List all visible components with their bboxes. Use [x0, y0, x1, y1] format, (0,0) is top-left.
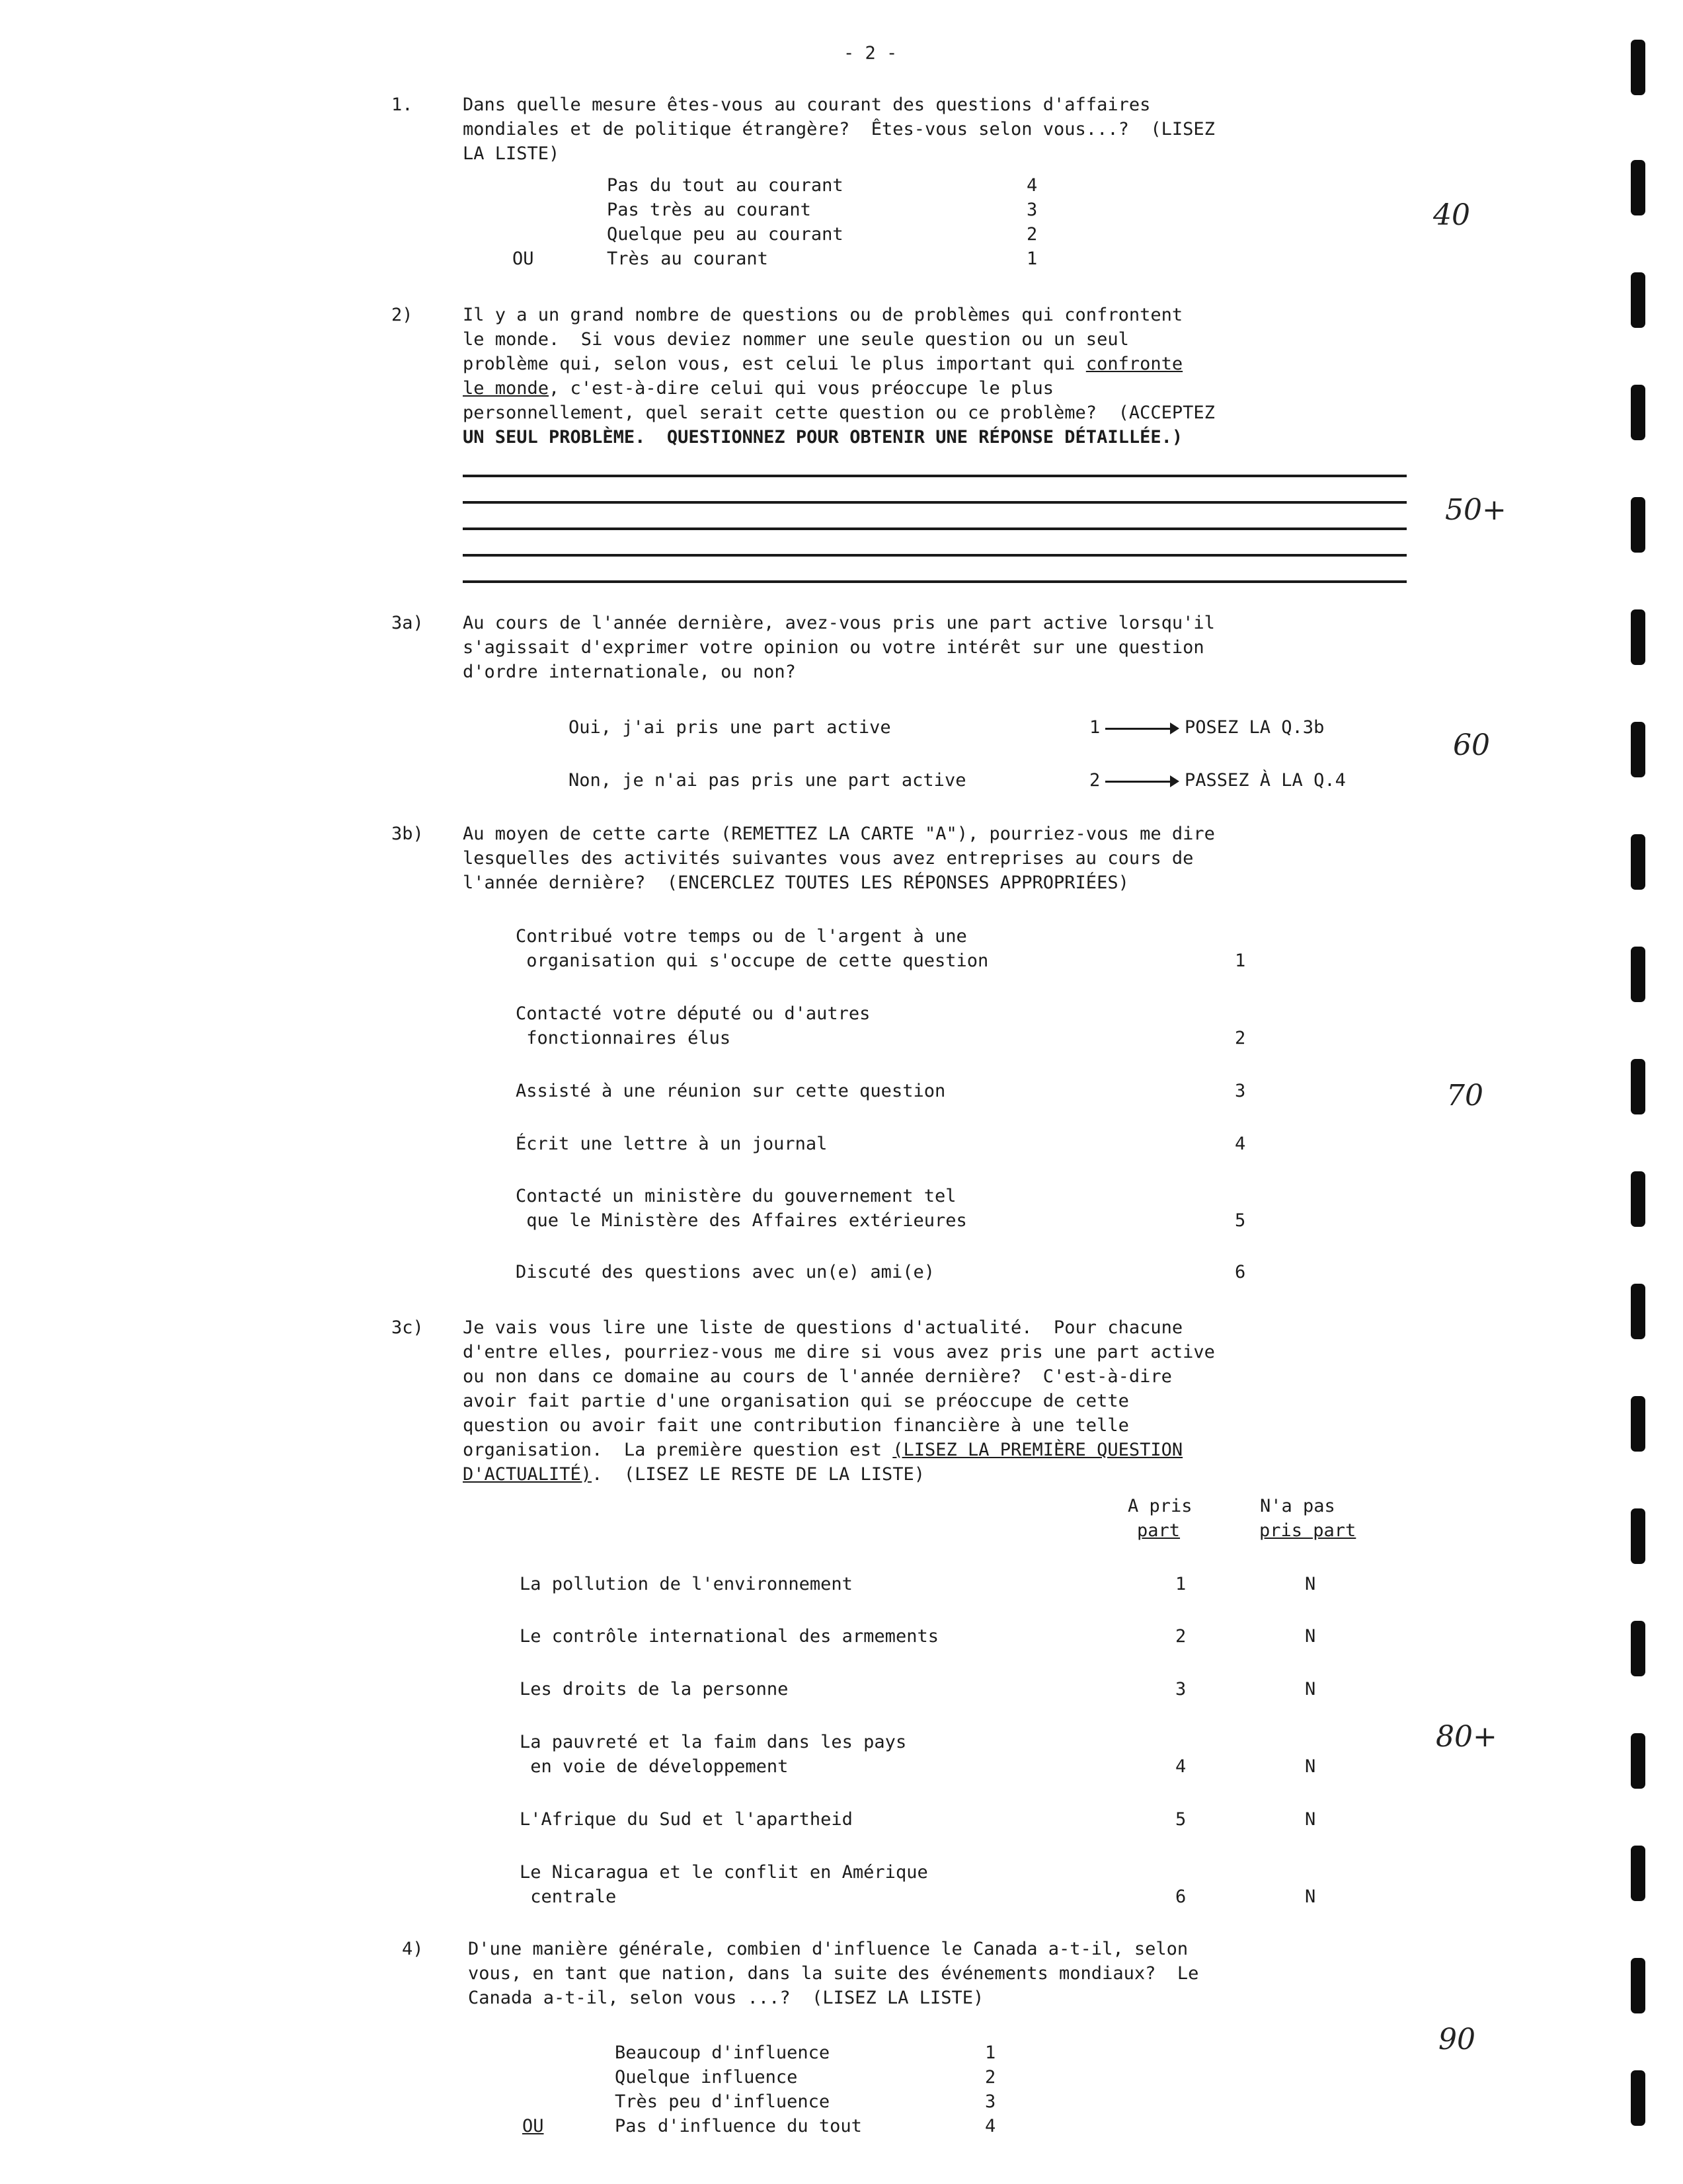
timing-mark	[1631, 1284, 1645, 1339]
question-text-line: avoir fait partie d'une organisation qui se préoccupe de cette	[463, 1391, 1129, 1411]
question-text-line: organisation. La première question est (LISEZ LA PREMIÈRE QUESTION	[463, 1440, 1183, 1460]
activity-item: Écrit une lettre à un journal	[516, 1134, 828, 1154]
answer-code: 3	[1027, 200, 1038, 220]
issue-item: Les droits de la personne	[520, 1679, 789, 1699]
margin-note: 80+	[1436, 1720, 1497, 1754]
answer-code-n: N	[1305, 1756, 1316, 1777]
skip-instruction: PASSEZ À LA Q.4	[1185, 770, 1346, 791]
skip-instruction: POSEZ LA Q.3b	[1185, 717, 1325, 738]
answer-option: Pas d'influence du tout	[615, 2116, 862, 2136]
activity-item: que le Ministère des Affaires extérieures	[516, 1210, 967, 1231]
answer-option: Très peu d'influence	[615, 2091, 830, 2112]
answer-line	[463, 527, 1407, 530]
question-text-line: d'ordre internationale, ou non?	[463, 662, 796, 682]
answer-code: 2	[1175, 1626, 1187, 1647]
answer-line	[463, 554, 1407, 557]
question-text-line: le monde, c'est-à-dire celui qui vous préoccupe le plus	[463, 378, 1054, 399]
question-text-line: lesquelles des activités suivantes vous avez entreprises au cours de	[463, 848, 1194, 869]
question-text-line: le monde. Si vous deviez nommer une seule question ou un seul	[463, 329, 1129, 350]
answer-code: 1	[1235, 951, 1246, 971]
question-text-line: Canada a-t-il, selon vous ...? (LISEZ LA LISTE)	[468, 1988, 984, 2008]
issue-item: L'Afrique du Sud et l'apartheid	[520, 1809, 853, 1830]
answer-code: 1	[1175, 1574, 1187, 1594]
answer-code: 1	[1027, 249, 1038, 269]
question-number: 4)	[402, 1939, 424, 1959]
timing-mark	[1631, 1508, 1645, 1564]
question-text-line: Je vais vous lire une liste de questions d'actualité. Pour chacune	[463, 1317, 1183, 1338]
question-text-line: D'ACTUALITÉ). (LISEZ LE RESTE DE LA LISTE)	[463, 1464, 925, 1485]
issue-item: La pollution de l'environnement	[520, 1574, 853, 1594]
answer-code: 1	[985, 2043, 996, 2063]
activity-item: Contribué votre temps ou de l'argent à une	[516, 926, 967, 947]
issue-item: Le Nicaragua et le conflit en Amérique	[520, 1862, 928, 1883]
answer-option: Pas très au courant	[607, 200, 811, 220]
answer-line	[463, 501, 1407, 504]
answer-code-n: N	[1305, 1809, 1316, 1830]
activity-item: Contacté votre député ou d'autres	[516, 1003, 871, 1024]
question-text-line: LA LISTE)	[463, 143, 560, 164]
question-text-line: mondiales et de politique étrangère? Êtes-vous selon vous...? (LISEZ	[463, 119, 1215, 139]
question-text-line: question ou avoir fait une contribution financière à une telle	[463, 1415, 1129, 1436]
column-header: pris part	[1259, 1520, 1356, 1541]
margin-note: 40	[1433, 198, 1470, 232]
timing-mark	[1631, 1958, 1645, 2013]
timing-mark	[1631, 609, 1645, 665]
answer-line	[463, 580, 1407, 583]
answer-code: 1	[1089, 717, 1101, 738]
page-number: - 2 -	[843, 43, 898, 63]
timing-mark	[1631, 1171, 1645, 1227]
timing-mark	[1631, 2070, 1645, 2126]
issue-item: Le contrôle international des armements	[520, 1626, 939, 1647]
answer-code: 5	[1235, 1210, 1246, 1231]
question-text-line: Il y a un grand nombre de questions ou de problèmes qui confrontent	[463, 305, 1183, 325]
question-text-line: UN SEUL PROBLÈME. QUESTIONNEZ POUR OBTENIR UNE RÉPONSE DÉTAILLÉE.)	[463, 427, 1183, 448]
timing-mark	[1631, 947, 1645, 1002]
question-text-line: ou non dans ce domaine au cours de l'année dernière? C'est-à-dire	[463, 1366, 1172, 1387]
timing-mark	[1631, 722, 1645, 777]
answer-option: Très au courant	[607, 249, 768, 269]
answer-code: 3	[985, 2091, 996, 2112]
answer-option: Quelque influence	[615, 2067, 798, 2087]
answer-option: Beaucoup d'influence	[615, 2043, 830, 2063]
margin-note: 50+	[1445, 493, 1507, 527]
column-header: part	[1137, 1520, 1181, 1541]
question-text-line: s'agissait d'exprimer votre opinion ou votre intérêt sur une question	[463, 637, 1204, 658]
timing-mark	[1631, 1733, 1645, 1789]
answer-code: 5	[1175, 1809, 1187, 1830]
answer-code: 6	[1235, 1262, 1246, 1282]
issue-item: La pauvreté et la faim dans les pays	[520, 1732, 907, 1752]
answer-code: 4	[1235, 1134, 1246, 1154]
margin-note: 60	[1453, 728, 1490, 762]
timing-mark	[1631, 1621, 1645, 1676]
skip-arrow-icon	[1105, 781, 1171, 783]
activity-item: Assisté à une réunion sur cette question	[516, 1081, 946, 1101]
question-number: 1.	[391, 95, 413, 115]
question-text-line: Au moyen de cette carte (REMETTEZ LA CARTE "A"), pourriez-vous me dire	[463, 824, 1215, 844]
question-text-line: l'année dernière? (ENCERCLEZ TOUTES LES RÉPONSES APPROPRIÉES)	[463, 873, 1129, 893]
answer-code: 6	[1175, 1887, 1187, 1907]
answer-option: Quelque peu au courant	[607, 224, 843, 245]
answer-option: Non, je n'ai pas pris une part active	[568, 770, 966, 791]
answer-code: 4	[985, 2116, 996, 2136]
question-number: 3c)	[391, 1317, 424, 1338]
question-text-line: vous, en tant que nation, dans la suite des événements mondiaux? Le	[468, 1963, 1199, 1984]
answer-code-n: N	[1305, 1574, 1316, 1594]
issue-item: centrale	[520, 1887, 617, 1907]
activity-item: Contacté un ministère du gouvernement tel	[516, 1186, 957, 1206]
question-text-line: Dans quelle mesure êtes-vous au courant des questions d'affaires	[463, 95, 1151, 115]
question-text-line: D'une manière générale, combien d'influence le Canada a-t-il, selon	[468, 1939, 1189, 1959]
timing-mark	[1631, 40, 1645, 95]
answer-code: 4	[1175, 1756, 1187, 1777]
timing-mark	[1631, 272, 1645, 328]
answer-code: 2	[1089, 770, 1101, 791]
question-number: 3a)	[391, 613, 424, 633]
question-text-line: personnellement, quel serait cette question ou ce problème? (ACCEPTEZ	[463, 403, 1215, 423]
activity-item: organisation qui s'occupe de cette question	[516, 951, 989, 971]
answer-code: 2	[1027, 224, 1038, 245]
answer-code: 3	[1235, 1081, 1246, 1101]
answer-code: 2	[1235, 1028, 1246, 1048]
ou-label: OU	[512, 249, 534, 269]
question-number: 3b)	[391, 824, 424, 844]
answer-option: Oui, j'ai pris une part active	[568, 717, 891, 738]
answer-code-n: N	[1305, 1679, 1316, 1699]
timing-mark	[1631, 1396, 1645, 1452]
skip-arrow-icon	[1105, 728, 1171, 730]
answer-option: Pas du tout au courant	[607, 175, 843, 196]
answer-code: 2	[985, 2067, 996, 2087]
column-header: N'a pas	[1260, 1496, 1335, 1516]
timing-mark	[1631, 160, 1645, 215]
timing-mark	[1631, 385, 1645, 440]
margin-note: 90	[1438, 2023, 1475, 2056]
question-text-line: Au cours de l'année dernière, avez-vous pris une part active lorsqu'il	[463, 613, 1215, 633]
answer-code: 3	[1175, 1679, 1187, 1699]
answer-line	[463, 475, 1407, 477]
question-number: 2)	[391, 305, 413, 325]
ou-label: OU	[522, 2116, 544, 2136]
issue-item: en voie de développement	[520, 1756, 789, 1777]
timing-mark	[1631, 834, 1645, 890]
timing-mark	[1631, 497, 1645, 553]
activity-item: Discuté des questions avec un(e) ami(e)	[516, 1262, 935, 1282]
answer-code-n: N	[1305, 1626, 1316, 1647]
question-text-line: d'entre elles, pourriez-vous me dire si vous avez pris une part active	[463, 1342, 1215, 1362]
answer-code: 4	[1027, 175, 1038, 196]
margin-note: 70	[1446, 1079, 1483, 1112]
timing-mark	[1631, 1059, 1645, 1114]
activity-item: fonctionnaires élus	[516, 1028, 731, 1048]
column-header: A pris	[1128, 1496, 1193, 1516]
question-text-line: problème qui, selon vous, est celui le plus important qui confronte	[463, 354, 1183, 374]
timing-mark	[1631, 1846, 1645, 1901]
answer-code-n: N	[1305, 1887, 1316, 1907]
